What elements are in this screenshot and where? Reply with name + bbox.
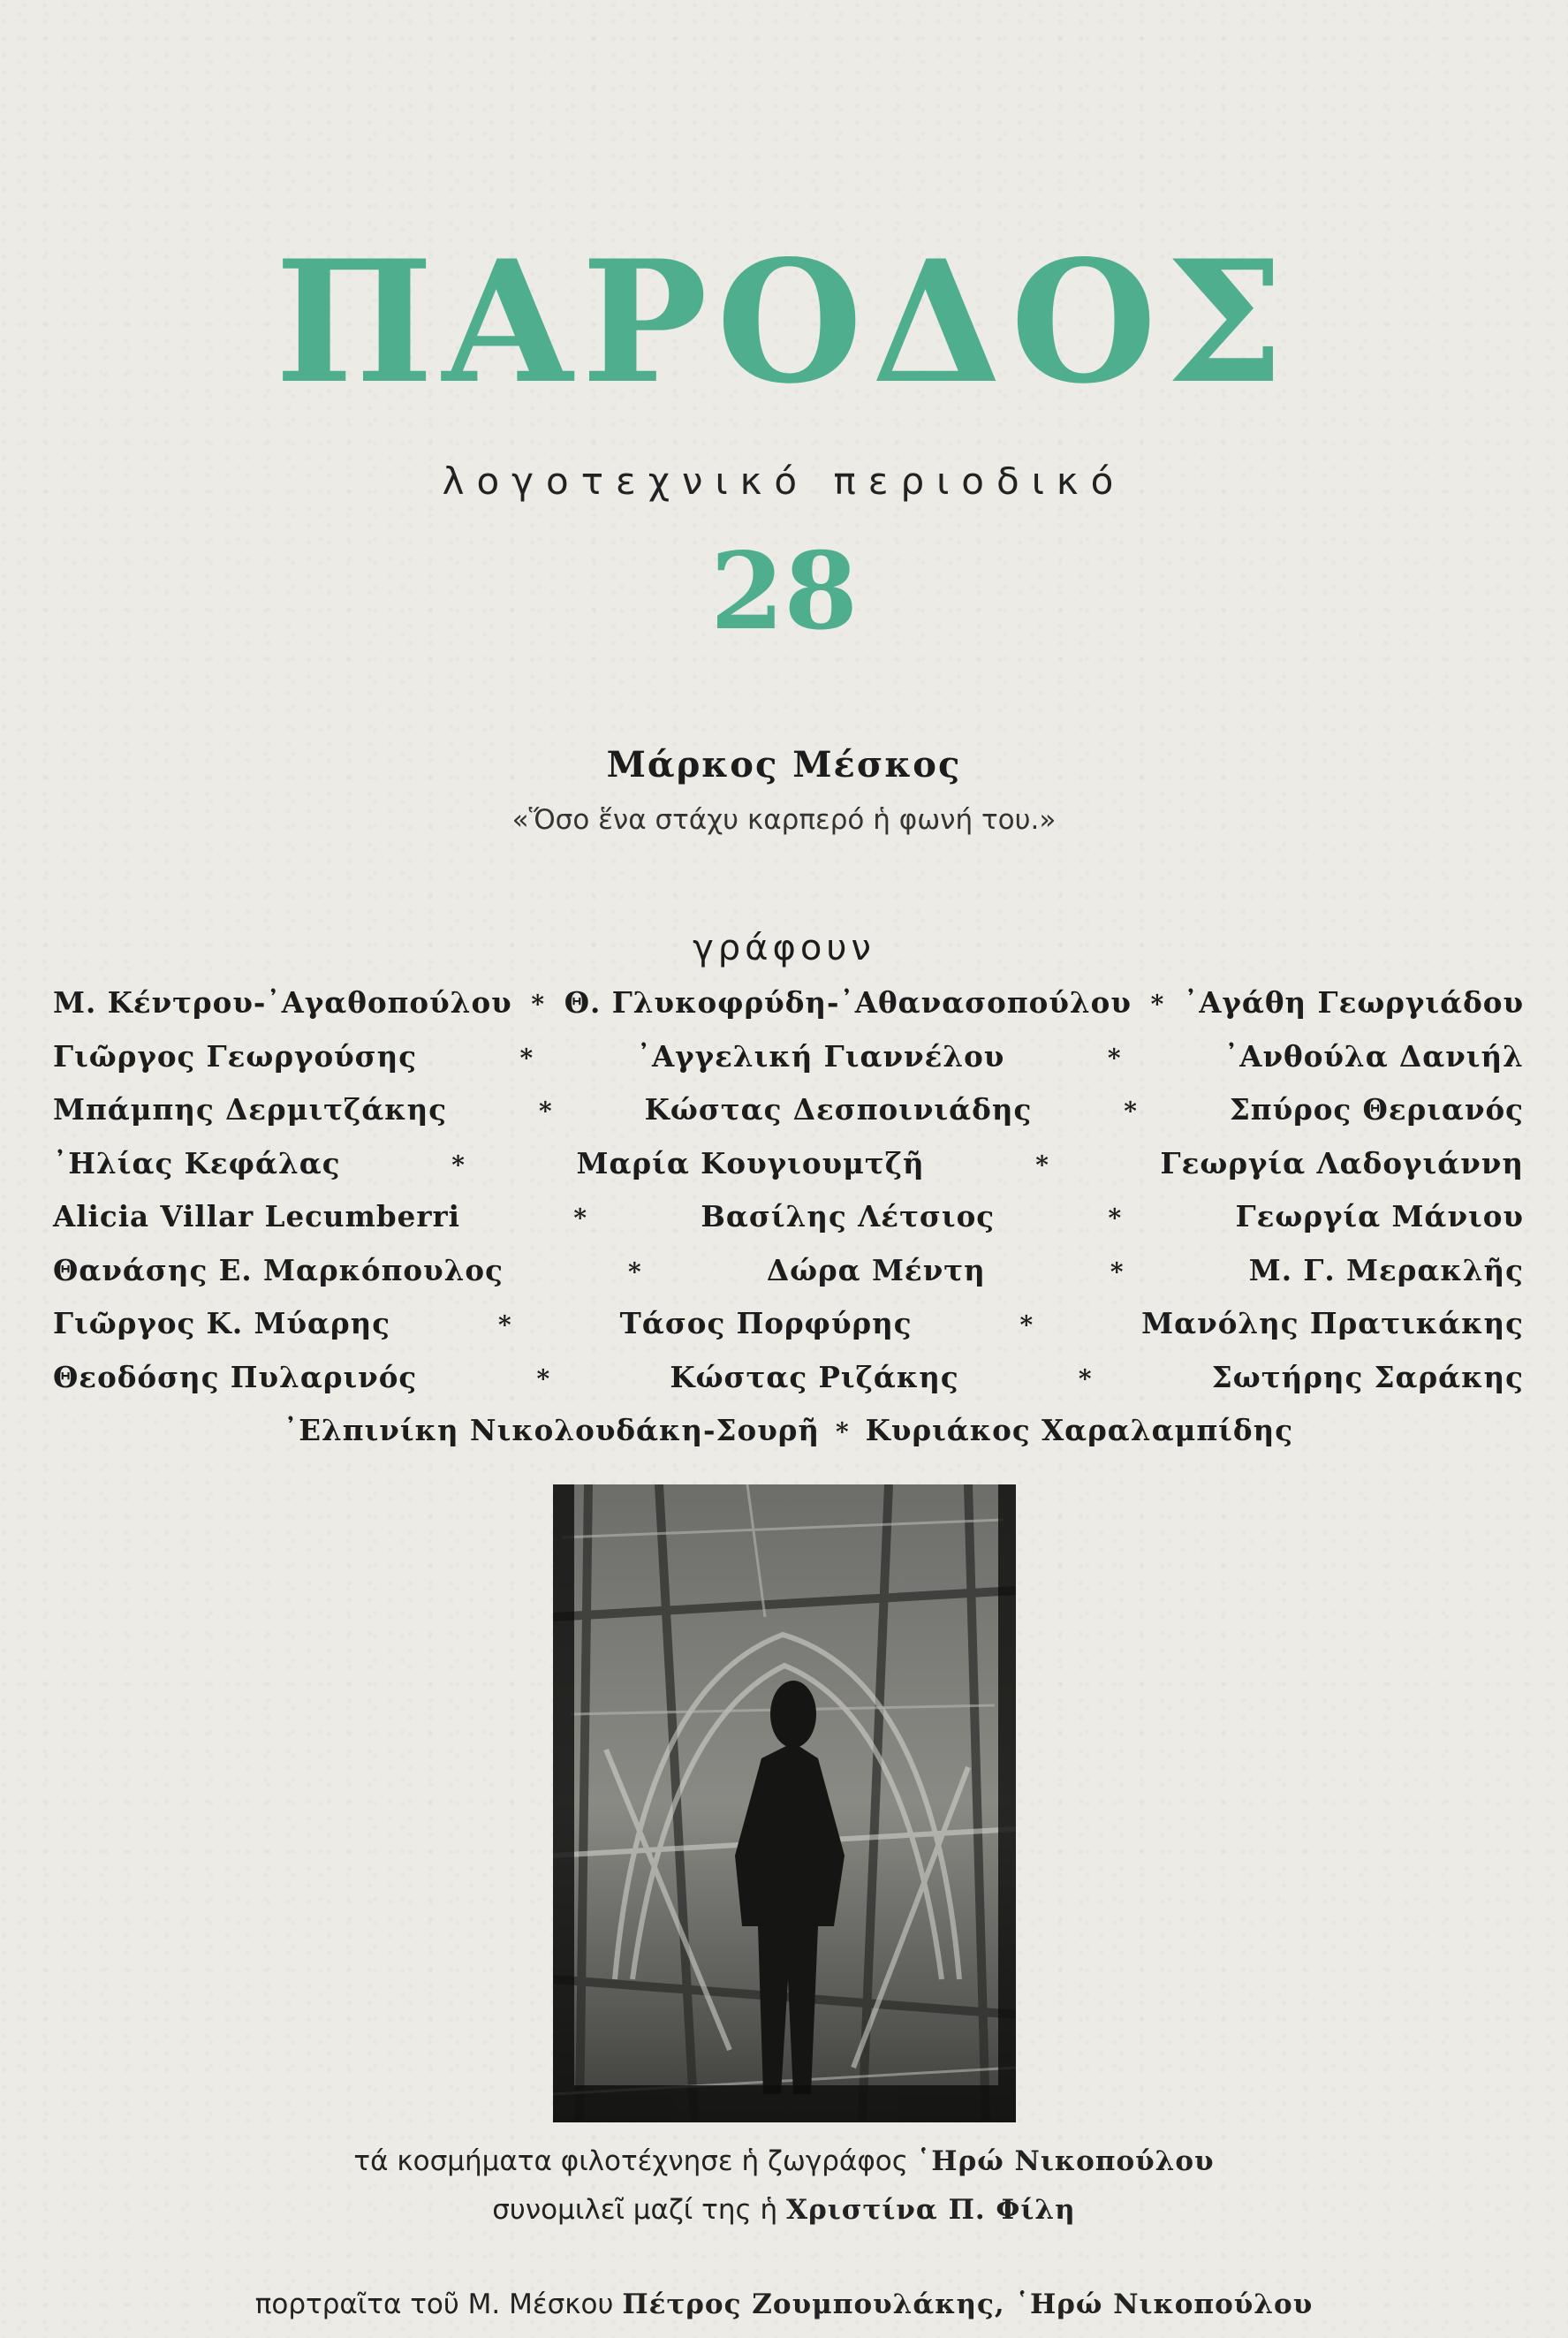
- credit-name: Πέτρος Ζουμπουλάκης, ῾Ηρώ Νικοπούλου: [622, 2289, 1314, 2320]
- magazine-title: ΠΑΡΟΔΟΣ: [275, 224, 1293, 421]
- issue-number: 28: [710, 529, 858, 654]
- contributors-row: [53, 1039, 1524, 1093]
- contributor-name: Βασίλης Λέτσιος: [701, 1199, 996, 1234]
- contributor-name: Δώρα Μέντη: [766, 1252, 986, 1287]
- contributor-name: Κώστας Δεσποινιάδης: [644, 1092, 1033, 1127]
- separator-asterisk: *: [498, 1310, 512, 1340]
- credit-text: τά κοσμήματα φιλοτέχνησε ἡ ζωγράφος: [353, 2145, 908, 2177]
- contributor-name: ᾽Ελπινίκη Νικολουδάκη-Σουρῆ: [283, 1413, 820, 1447]
- contributor-name: Θ. Γλυκοφρύδη-᾽Αθανασοπούλου: [564, 985, 1132, 1020]
- separator-asterisk: *: [531, 990, 546, 1019]
- contributor-name: ᾽Αγάθη Γεωργιάδου: [1183, 985, 1524, 1020]
- contributors-row: [53, 1306, 1524, 1360]
- separator-asterisk: *: [573, 1203, 587, 1233]
- separator-asterisk: *: [451, 1150, 466, 1180]
- featured-quote: «Ὅσο ἕνα στάχυ καρπερό ἡ φωνή του.»: [511, 804, 1057, 836]
- credit-illustrator: [0, 2145, 1568, 2177]
- separator-asterisk: *: [1108, 1203, 1123, 1233]
- contributor-name: ᾽Αγγελική Γιαννέλου: [636, 1038, 1005, 1074]
- credit-name: Χριστίνα Π. Φίλη: [786, 2194, 1076, 2226]
- contributors-row: [53, 1092, 1524, 1146]
- contributor-name: Θεοδόσης Πυλαρινός: [53, 1359, 418, 1394]
- contributors-row: [53, 985, 1524, 1039]
- credit-text: συνομιλεῖ μαζί της ἡ: [492, 2194, 778, 2226]
- separator-asterisk: *: [1110, 1256, 1125, 1287]
- separator-asterisk: *: [536, 1363, 551, 1393]
- separator-asterisk: *: [1150, 990, 1165, 1019]
- separator-asterisk: *: [1035, 1150, 1049, 1180]
- contributor-name: Μπάμπης Δερμιτζάκης: [53, 1092, 448, 1127]
- separator-asterisk: *: [1078, 1363, 1093, 1393]
- contributor-name: Μ. Γ. Μερακλῆς: [1248, 1252, 1524, 1287]
- contributor-name: Γεωργία Λαδογιάννη: [1160, 1145, 1524, 1180]
- separator-asterisk: *: [519, 1043, 534, 1073]
- contributors-row: [53, 1199, 1524, 1253]
- contributor-name: Κυριάκος Χαραλαμπίδης: [865, 1413, 1293, 1447]
- separator-asterisk: *: [1107, 1043, 1122, 1073]
- contributor-name: ᾽Ανθούλα Δανιήλ: [1224, 1038, 1524, 1074]
- contributor-name: Σωτήρης Σαράκης: [1211, 1359, 1524, 1394]
- separator-asterisk: *: [628, 1256, 642, 1287]
- contributors-list: [53, 985, 1524, 1467]
- contributor-name: Γιῶργος Γεωργούσης: [53, 1038, 418, 1074]
- contributor-name: Γιῶργος Κ. Μύαρης: [53, 1306, 391, 1340]
- credit-interviewer: [0, 2194, 1568, 2226]
- credit-name: ῾Ηρώ Νικοπούλου: [916, 2145, 1215, 2177]
- contributor-name: Σπύρος Θεριανός: [1229, 1092, 1524, 1127]
- contributors-row: [53, 1413, 1524, 1467]
- contributor-name: Alicia Villar Lecumberri: [53, 1199, 460, 1234]
- separator-asterisk: *: [836, 1417, 850, 1446]
- contributor-name: Κώστας Ριζάκης: [670, 1359, 959, 1394]
- contributor-name: Θανάσης Ε. Μαρκόπουλος: [53, 1252, 504, 1287]
- contributor-name: Μαρία Κουγιουμτζῆ: [576, 1145, 925, 1180]
- contributor-name: Μ. Κέντρου-᾽Αγαθοπούλου: [53, 985, 512, 1020]
- contributors-row: [53, 1253, 1524, 1307]
- contributors-row: [53, 1146, 1524, 1200]
- credit-portraits: [0, 2289, 1568, 2320]
- contributor-name: Μανόλης Πρατικάκης: [1141, 1306, 1524, 1340]
- separator-asterisk: *: [1019, 1310, 1034, 1340]
- separator-asterisk: *: [1124, 1097, 1138, 1126]
- contributor-name: ᾽Ηλίας Κεφάλας: [53, 1145, 341, 1180]
- cover-painting: [553, 1484, 1016, 2122]
- featured-author: Μάρκος Μέσκος: [606, 744, 962, 786]
- contributor-name: Τάσος Πορφύρης: [619, 1306, 913, 1340]
- contributor-name: Γεωργία Μάνιου: [1235, 1199, 1524, 1234]
- magazine-subtitle: λογοτεχνικό περιοδικό: [442, 459, 1126, 503]
- contributors-row: [53, 1360, 1524, 1414]
- separator-asterisk: *: [539, 1097, 553, 1126]
- writers-heading: γράφουν: [693, 928, 875, 968]
- credit-text: πορτραῖτα τοῦ Μ. Μέσκου: [254, 2289, 614, 2320]
